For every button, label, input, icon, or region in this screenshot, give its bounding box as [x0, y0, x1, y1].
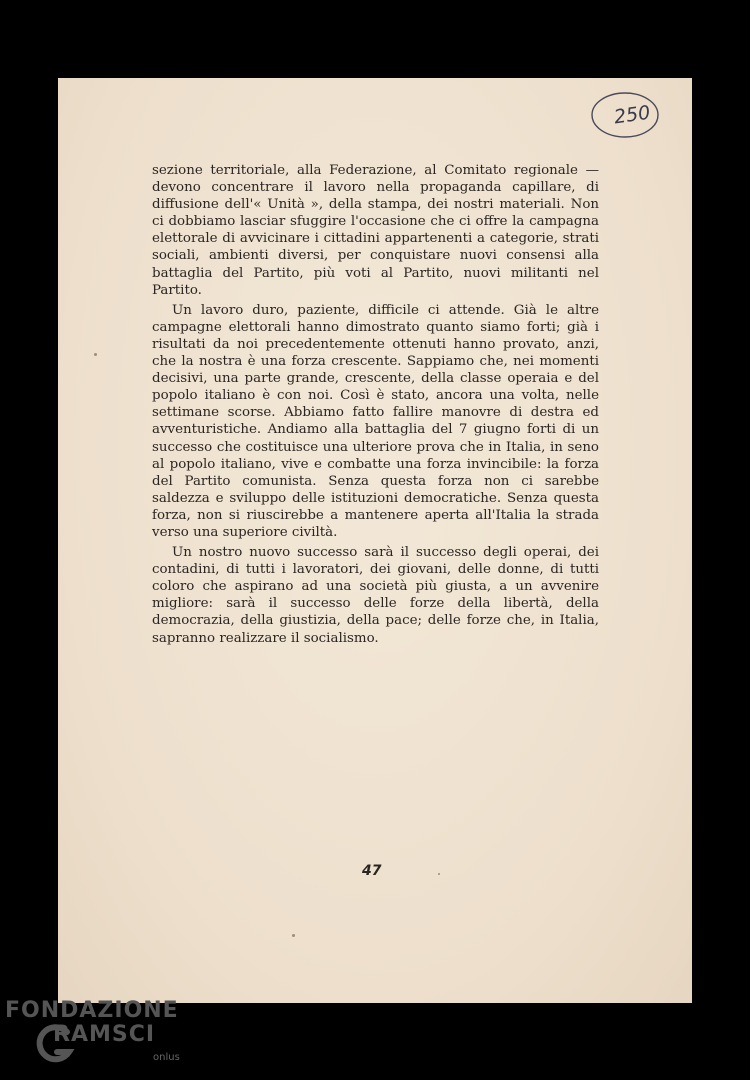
logo-line2: RAMSCI	[53, 1022, 156, 1047]
fondazione-gramsci-logo	[5, 998, 205, 1078]
document-page	[58, 78, 692, 1003]
paper-speck	[94, 353, 97, 356]
logo-line1: FONDAZIONE	[5, 998, 179, 1023]
annotation-text: 250	[612, 101, 652, 129]
paragraph-1: sezione territoriale, alla Federazione, al Comitato regionale — devono concentrare il lavoro nella propaganda capillare, di diffusione dell'« Unità », della stampa, dei nostri materiali. Non ci dobbiamo lasciar sfuggire l'occasione che ci offre la campagna elettorale di avvicinare i cittadini appartenenti a categorie, strati sociali, ambienti diversi, per conquistare nuovi consensi alla battaglia del Partito, più voti al Partito, nuovi militanti nel Partito.	[152, 163, 599, 298]
logo-suffix: onlus	[153, 1052, 180, 1063]
paper-speck	[438, 873, 440, 875]
page-number: 47	[362, 863, 382, 879]
body-text	[152, 162, 599, 647]
paragraph-3: Un nostro nuovo successo sarà il successo degli operai, dei contadini, di tutti i lavoratori, dei giovani, delle donne, di tutti coloro che aspirano ad una società più giusta, a un avvenire migliore: sarà il successo delle forze della libertà, della democrazia, della giustizia, della pace; delle forze che, in Italia, sapranno realizzare il socialismo.	[152, 545, 599, 646]
paper-speck	[292, 934, 295, 937]
handwritten-annotation	[596, 96, 656, 136]
paragraph-2: Un lavoro duro, paziente, difficile ci attende. Già le altre campagne elettorali hanno dimostrato quanto siamo forti; già i risultati da noi precedentemente ottenuti hanno provato, anzi, che la nostra è una forza crescente. Sappiamo che, nei momenti decisivi, una parte grande, crescente, della classe operaia e del popolo italiano è con noi. Così è stato, ancora una volta, nelle settimane scorse. Abbiamo fatto fallire manovre di destra ed avventuristiche. Andiamo alla battaglia del 7 giugno forti di un successo che costituisce una ulteriore prova che in Italia, in seno al popolo italiano, vive e combatte una forza invincibile: la forza del Partito comunista. Senza questa forza non ci sarebbe saldezza e sviluppo delle istituzioni democratiche. Senza questa forza, non si riuscirebbe a mantenere aperta all'Italia la strada verso una superiore civiltà.	[152, 302, 599, 540]
